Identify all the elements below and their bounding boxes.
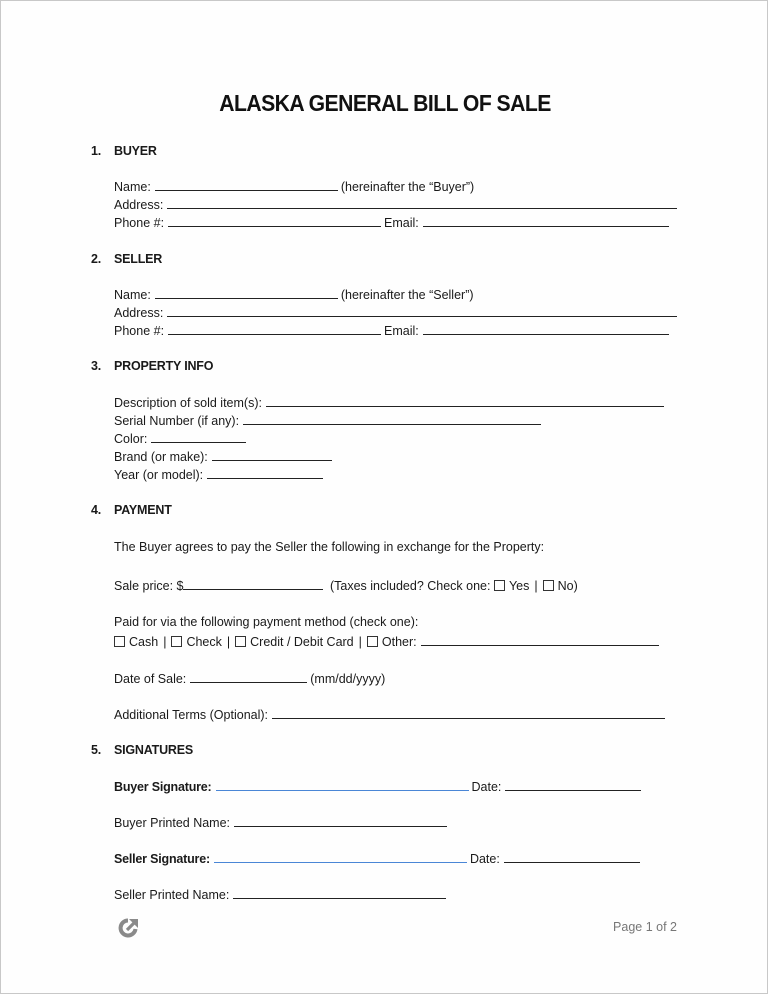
buyer-name-row [114, 179, 474, 195]
seller-email-field[interactable] [423, 323, 669, 335]
seller-contact-row [114, 323, 672, 339]
section-title: SIGNATURES [114, 743, 194, 757]
property-serial-row [114, 413, 544, 429]
buyer-date-label: Date: [471, 780, 502, 794]
buyer-phone-label: Phone #: [114, 216, 165, 230]
separator: | [534, 579, 538, 593]
buyer-printed-field[interactable] [234, 815, 447, 827]
cash-label: Cash [129, 635, 159, 649]
other-method-field[interactable] [421, 634, 659, 646]
seller-printed-field[interactable] [233, 887, 446, 899]
property-brand-row [114, 449, 335, 465]
section-title: SELLER [114, 252, 163, 266]
section-number: 2. [91, 252, 102, 266]
additional-terms-row [114, 707, 668, 723]
separator: | [226, 635, 231, 649]
description-field[interactable] [266, 395, 664, 407]
payment-method-row [114, 634, 662, 650]
property-description-row [114, 395, 667, 411]
seller-phone-field[interactable] [168, 323, 381, 335]
buyer-email-field[interactable] [423, 215, 669, 227]
taxes-no-label: No) [557, 579, 578, 593]
section-heading-buyer [91, 144, 157, 158]
additional-terms-label: Additional Terms (Optional): [114, 708, 269, 722]
check-checkbox[interactable] [171, 636, 182, 647]
buyer-address-field[interactable] [167, 197, 677, 209]
seller-printed-row [114, 887, 449, 903]
serial-label: Serial Number (if any): [114, 414, 240, 428]
year-field[interactable] [207, 467, 323, 479]
buyer-email-label: Email: [384, 216, 419, 230]
section-heading-seller [91, 252, 162, 266]
seller-address-row [114, 305, 680, 321]
year-label: Year (or model): [114, 468, 204, 482]
seller-date-label: Date: [469, 852, 500, 866]
brand-field[interactable] [212, 449, 332, 461]
buyer-name-suffix: (hereinafter the “Buyer”) [340, 180, 475, 194]
seller-signature-field[interactable] [214, 851, 467, 863]
section-title: PAYMENT [114, 503, 172, 517]
seller-signature-row [114, 851, 643, 867]
separator: | [163, 635, 167, 649]
brand-label: Brand (or make): [114, 450, 208, 464]
separator: | [358, 635, 362, 649]
other-checkbox[interactable] [367, 636, 378, 647]
section-title: PROPERTY INFO [114, 359, 214, 373]
seller-printed-label: Seller Printed Name: [114, 888, 230, 902]
taxes-yes-label: Yes [508, 579, 530, 593]
payment-intro: The Buyer agrees to pay the Seller the following in exchange for the Property: [114, 540, 545, 554]
section-number: 3. [91, 359, 102, 373]
buyer-address-row [114, 197, 680, 213]
cash-checkbox[interactable] [114, 636, 125, 647]
taxes-yes-checkbox[interactable] [494, 580, 505, 591]
seller-address-label: Address: [114, 306, 164, 320]
buyer-name-label: Name: [114, 180, 151, 194]
section-number: 1. [91, 144, 102, 158]
serial-field[interactable] [243, 413, 541, 425]
sale-price-row [114, 578, 578, 594]
buyer-printed-label: Buyer Printed Name: [114, 816, 231, 830]
seller-name-suffix: (hereinafter the “Seller”) [340, 288, 474, 302]
buyer-contact-row [114, 215, 672, 231]
check-label: Check [186, 635, 222, 649]
date-of-sale-row [114, 671, 385, 687]
seller-date-field[interactable] [504, 851, 640, 863]
buyer-signature-row [114, 779, 644, 795]
document-title: ALASKA GENERAL BILL OF SALE [219, 90, 551, 116]
color-field[interactable] [151, 431, 246, 443]
seller-signature-label: Seller Signature: [114, 852, 210, 866]
buyer-printed-row [114, 815, 450, 831]
description-label: Description of sold item(s): [114, 396, 262, 410]
refresh-arrow-logo-icon [117, 916, 141, 940]
section-number: 5. [91, 743, 102, 757]
property-color-row [114, 431, 249, 447]
buyer-address-label: Address: [114, 198, 164, 212]
seller-name-row [114, 287, 474, 303]
seller-name-label: Name: [114, 288, 151, 302]
seller-email-label: Email: [384, 324, 419, 338]
page-number: Page 1 of 2 [613, 920, 677, 934]
section-number: 4. [91, 503, 102, 517]
sale-price-label: Sale price: $ [114, 579, 184, 593]
date-format-hint: (mm/dd/yyyy) [310, 672, 386, 686]
sale-price-field[interactable] [183, 578, 323, 590]
card-checkbox[interactable] [235, 636, 246, 647]
taxes-no-checkbox[interactable] [543, 580, 554, 591]
taxes-prefix: (Taxes included? Check one: [329, 579, 491, 593]
buyer-name-field[interactable] [155, 179, 338, 191]
seller-phone-label: Phone #: [114, 324, 165, 338]
color-label: Color: [114, 432, 148, 446]
date-of-sale-label: Date of Sale: [114, 672, 187, 686]
property-year-row [114, 467, 326, 483]
buyer-phone-field[interactable] [168, 215, 381, 227]
buyer-signature-label: Buyer Signature: [114, 780, 212, 794]
other-label: Other: [381, 635, 417, 649]
section-heading-property [91, 359, 213, 373]
seller-name-field[interactable] [155, 287, 338, 299]
payment-method-label: Paid for via the following payment method (check one): [114, 615, 419, 629]
card-label: Credit / Debit Card [250, 635, 354, 649]
buyer-date-field[interactable] [505, 779, 641, 791]
date-of-sale-field[interactable] [190, 671, 307, 683]
additional-terms-field[interactable] [272, 707, 665, 719]
seller-address-field[interactable] [167, 305, 677, 317]
section-heading-payment [91, 503, 172, 517]
buyer-signature-field[interactable] [216, 779, 469, 791]
section-heading-signatures [91, 743, 193, 757]
section-title: BUYER [114, 144, 157, 158]
